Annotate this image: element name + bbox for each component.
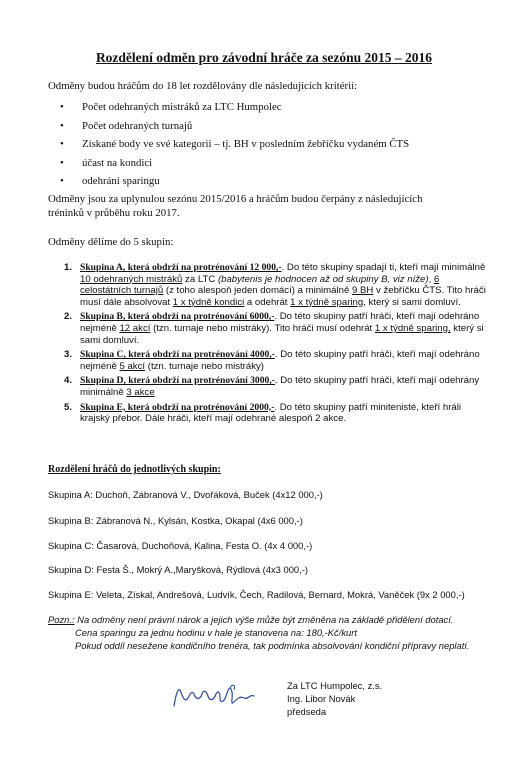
group-item-d [58, 375, 492, 398]
group-text: (tzn. turnaje nebo mistráky) [145, 360, 264, 372]
distribution-row-a: Skupina A: Duchoň, Zábranová V., Dvořáková, Buček (4x12 000,-) [48, 489, 323, 500]
season-line-1: Odměny jsou za uplynulou sezónu 2015/2016 a hráčům budou čerpány z následujících [48, 193, 423, 205]
group-text: . Do této skupiny spadají ti, kteří mají minimálně [281, 262, 486, 273]
criteria-item: • Počet odehraných turnajů [60, 119, 409, 138]
group-heading: Skupina A, která obdrží na protrénování 12 000,- [80, 262, 282, 273]
signature-name: Ing. Libor Novák [287, 693, 356, 704]
group-underlined: 5 akcí [119, 360, 146, 372]
group-text: , [428, 273, 434, 285]
group-underlined: 6 celostátních turnajů [80, 273, 440, 297]
criteria-item: • účast na kondici [60, 156, 409, 175]
intro-paragraph: Odměny budou hráčům do 18 let rozdělovány dle následujících kritérií: [48, 80, 358, 92]
group-text: který si sami domluví. [80, 322, 484, 346]
group-underlined: 1 x týdně kondici [172, 296, 245, 308]
group-item-b [58, 311, 492, 346]
distribution-row-b: Skupina B: Zábranová N., Kylsán, Kostka, Okapal (4x6 000,-) [48, 515, 303, 526]
group-text: . Do této skupiny patří hráči, kteří mají odehráno nejméně [80, 349, 480, 372]
group-underlined: 12 akcí [119, 322, 151, 334]
groups-intro: Odměny dělíme do 5 skupin: [48, 236, 174, 248]
note-row: Cena sparingu za jednu hodinu v hale je stanovena na: 180,-Kč/kurt [75, 627, 357, 638]
group-heading: Skupina B, která obdrží na protrénování 6000,- [80, 311, 275, 323]
group-text: a odehrát [244, 296, 291, 308]
signature-image [170, 680, 260, 712]
group-text: . Do této skupiny patří hráči, kteří mají odehrány minimálně [80, 375, 480, 398]
group-text: . Do této skupiny patří hráči, kteří mají odehráno nejméně [80, 311, 480, 334]
distribution-row-e: Skupina E: Veleta, Získal, Andrešová, Ludvík, Čech, Radilová, Bernard, Mokrá, Vaněček (9x 2 000,-) [48, 589, 465, 600]
group-heading: Skupina C, která obdrží na protrénování 4000,- [80, 349, 275, 361]
notes-block [48, 613, 518, 652]
group-number: 3. [64, 349, 73, 361]
group-underlined: 10 odehraných mistráků [80, 273, 183, 285]
group-text: (z toho alespoň jeden domácí) a minimálně [163, 285, 352, 297]
note-text: Na odměny není právní nárok a jejich výše může být změněna na základě přidělení dotací. [74, 614, 454, 625]
group-italic: (babytenis je hodnocen až od skupiny B, viz níže) [217, 273, 429, 285]
group-number: 5. [64, 401, 73, 413]
group-text: za LTC [182, 273, 218, 285]
season-line-2: tréninků v průběhu roku 2017. [48, 207, 180, 219]
group-text: . Do této skupiny patří minitenisté, kteří hráli krajský přebor. Dále hráči, kteří mají odehrané alespoň 2 akce. [80, 401, 462, 425]
group-number: 4. [64, 375, 73, 387]
criteria-item: • Získané body ve své kategorii – tj. BH v posledním žebříčku vydaném ČTS [60, 137, 409, 156]
signature-block [287, 679, 382, 718]
distribution-row-d: Skupina D: Festa Š., Mokrý A.,Maryšková, Rýdlová (4x3 000,-) [48, 564, 308, 575]
group-heading: Skupina E, která obdrží na protrénování 2000,- [80, 401, 275, 413]
groups-list [58, 262, 492, 428]
group-number: 2. [64, 311, 73, 323]
criteria-item: • Počet odehraných mistráků za LTC Humpolec [60, 100, 409, 119]
group-underlined: 1 x týdně sparing [290, 296, 364, 308]
group-item-a [58, 262, 492, 308]
criteria-list [60, 100, 409, 193]
group-item-c [58, 349, 492, 372]
note-row: Pokud oddíl nesežene kondičního trenéra, tak podmínka absolvování kondiční přípravy neplatí. [75, 640, 470, 651]
note-row [48, 613, 518, 626]
season-paragraph [48, 192, 488, 220]
document-title: Rozdělení odměn pro závodní hráče za sezónu 2015 – 2016 [95, 50, 433, 65]
distribution-row-c: Skupina C: Časarová, Duchoňová, Kalina, Festa O. (4x 4 000,-) [48, 540, 313, 551]
group-number: 1. [64, 262, 73, 273]
group-text: v žebříčku ČTS. Tito hráči musí dále absolvovat [80, 285, 486, 308]
signature-role: předseda [287, 706, 327, 717]
group-underlined: 9 BH [351, 285, 374, 297]
group-heading: Skupina D, která obdrží na protrénování 3000,- [80, 375, 275, 387]
group-underlined: 3 akce [126, 386, 155, 398]
group-text: (tzn. turnaje nebo mistráky). Tito hráči musí odehrát [150, 322, 375, 334]
group-text: , který si sami domluví. [363, 296, 461, 308]
signature-org: Za LTC Humpolec, z.s. [287, 680, 383, 691]
group-item-e [58, 402, 492, 425]
note-label: Pozn.: [48, 614, 75, 625]
criteria-item: • odehrání sparingu [60, 174, 409, 193]
distribution-heading: Rozdělení hráčů do jednotlivých skupin: [48, 464, 221, 475]
group-underlined: 1 x týdně sparing, [374, 322, 451, 334]
